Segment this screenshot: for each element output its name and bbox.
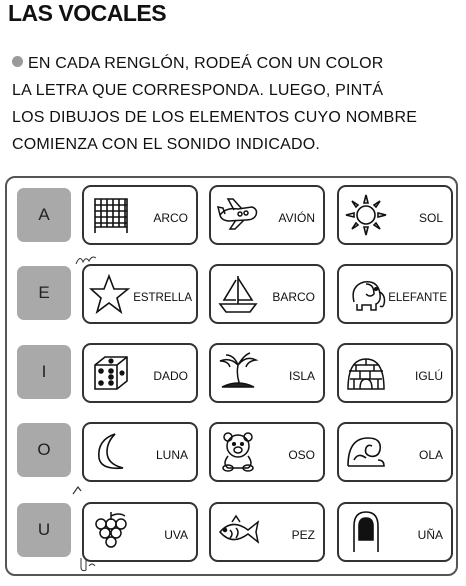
fish-icon (216, 510, 260, 554)
card-dado[interactable] (82, 343, 198, 403)
card-label: ELEFANTE (388, 292, 447, 304)
sun-icon (344, 193, 388, 237)
pen-mark (78, 556, 100, 574)
card-label: ISLA (288, 369, 315, 383)
card-sol[interactable] (337, 185, 453, 245)
card-label: OSO (288, 448, 315, 462)
vowel-box-e[interactable]: E (17, 266, 71, 320)
card-label: IGLÚ (414, 369, 443, 383)
card-una[interactable] (337, 502, 453, 562)
card-pez[interactable] (209, 502, 325, 562)
vowel-box-o[interactable]: O (17, 423, 71, 477)
card-arco[interactable] (82, 185, 198, 245)
card-estrella[interactable] (82, 264, 198, 324)
wave-icon (344, 430, 388, 474)
card-label: AVIÓN (278, 211, 315, 225)
instruction-line: COMIENZA CON EL SONIDO INDICADO. (12, 136, 321, 153)
pen-mark (74, 252, 98, 268)
dice-icon (89, 351, 133, 395)
instruction-line: LOS DIBUJOS DE LOS ELEMENTOS CUYO NOMBRE (12, 109, 418, 126)
page-title: LAS VOCALES (8, 0, 167, 26)
airplane-icon (216, 193, 260, 237)
pen-mark (70, 484, 84, 498)
instruction-line: LA LETRA QUE CORRESPONDA. LUEGO, PINTÁ (12, 82, 384, 99)
grapes-icon (89, 510, 133, 554)
card-label: OLA (418, 448, 443, 462)
card-uva[interactable] (82, 502, 198, 562)
card-label: LUNA (155, 448, 188, 462)
bear-icon (216, 430, 260, 474)
bullet-icon (12, 56, 23, 67)
card-oso[interactable] (209, 422, 325, 482)
card-luna[interactable] (82, 422, 198, 482)
vowel-box-a[interactable]: A (17, 188, 71, 242)
fingernail-icon (344, 510, 388, 554)
sailboat-icon (216, 272, 260, 316)
goal-icon (89, 193, 133, 237)
exercise-board (5, 176, 458, 576)
card-avion[interactable] (209, 185, 325, 245)
instructions (12, 50, 462, 158)
card-label: ARCO (153, 211, 188, 225)
card-label: DADO (153, 369, 188, 383)
card-label: SOL (418, 211, 443, 225)
elephant-icon (344, 272, 388, 316)
card-label: ESTRELLA (133, 292, 192, 304)
card-iglu[interactable] (337, 343, 453, 403)
card-label: UÑA (417, 528, 443, 542)
card-label: BARCO (272, 290, 315, 304)
instruction-line: EN CADA RENGLÓN, RODEÁ CON UN COLOR (12, 50, 462, 77)
star-icon (89, 272, 133, 316)
card-isla[interactable] (209, 343, 325, 403)
island-icon (216, 351, 260, 395)
card-elefante[interactable] (337, 264, 453, 324)
card-label: UVA (164, 528, 188, 542)
igloo-icon (344, 351, 388, 395)
moon-icon (89, 430, 133, 474)
card-barco[interactable] (209, 264, 325, 324)
vowel-box-i[interactable]: I (17, 345, 71, 399)
card-label: PEZ (291, 528, 315, 542)
vowel-box-u[interactable]: U (17, 503, 71, 557)
card-ola[interactable] (337, 422, 453, 482)
